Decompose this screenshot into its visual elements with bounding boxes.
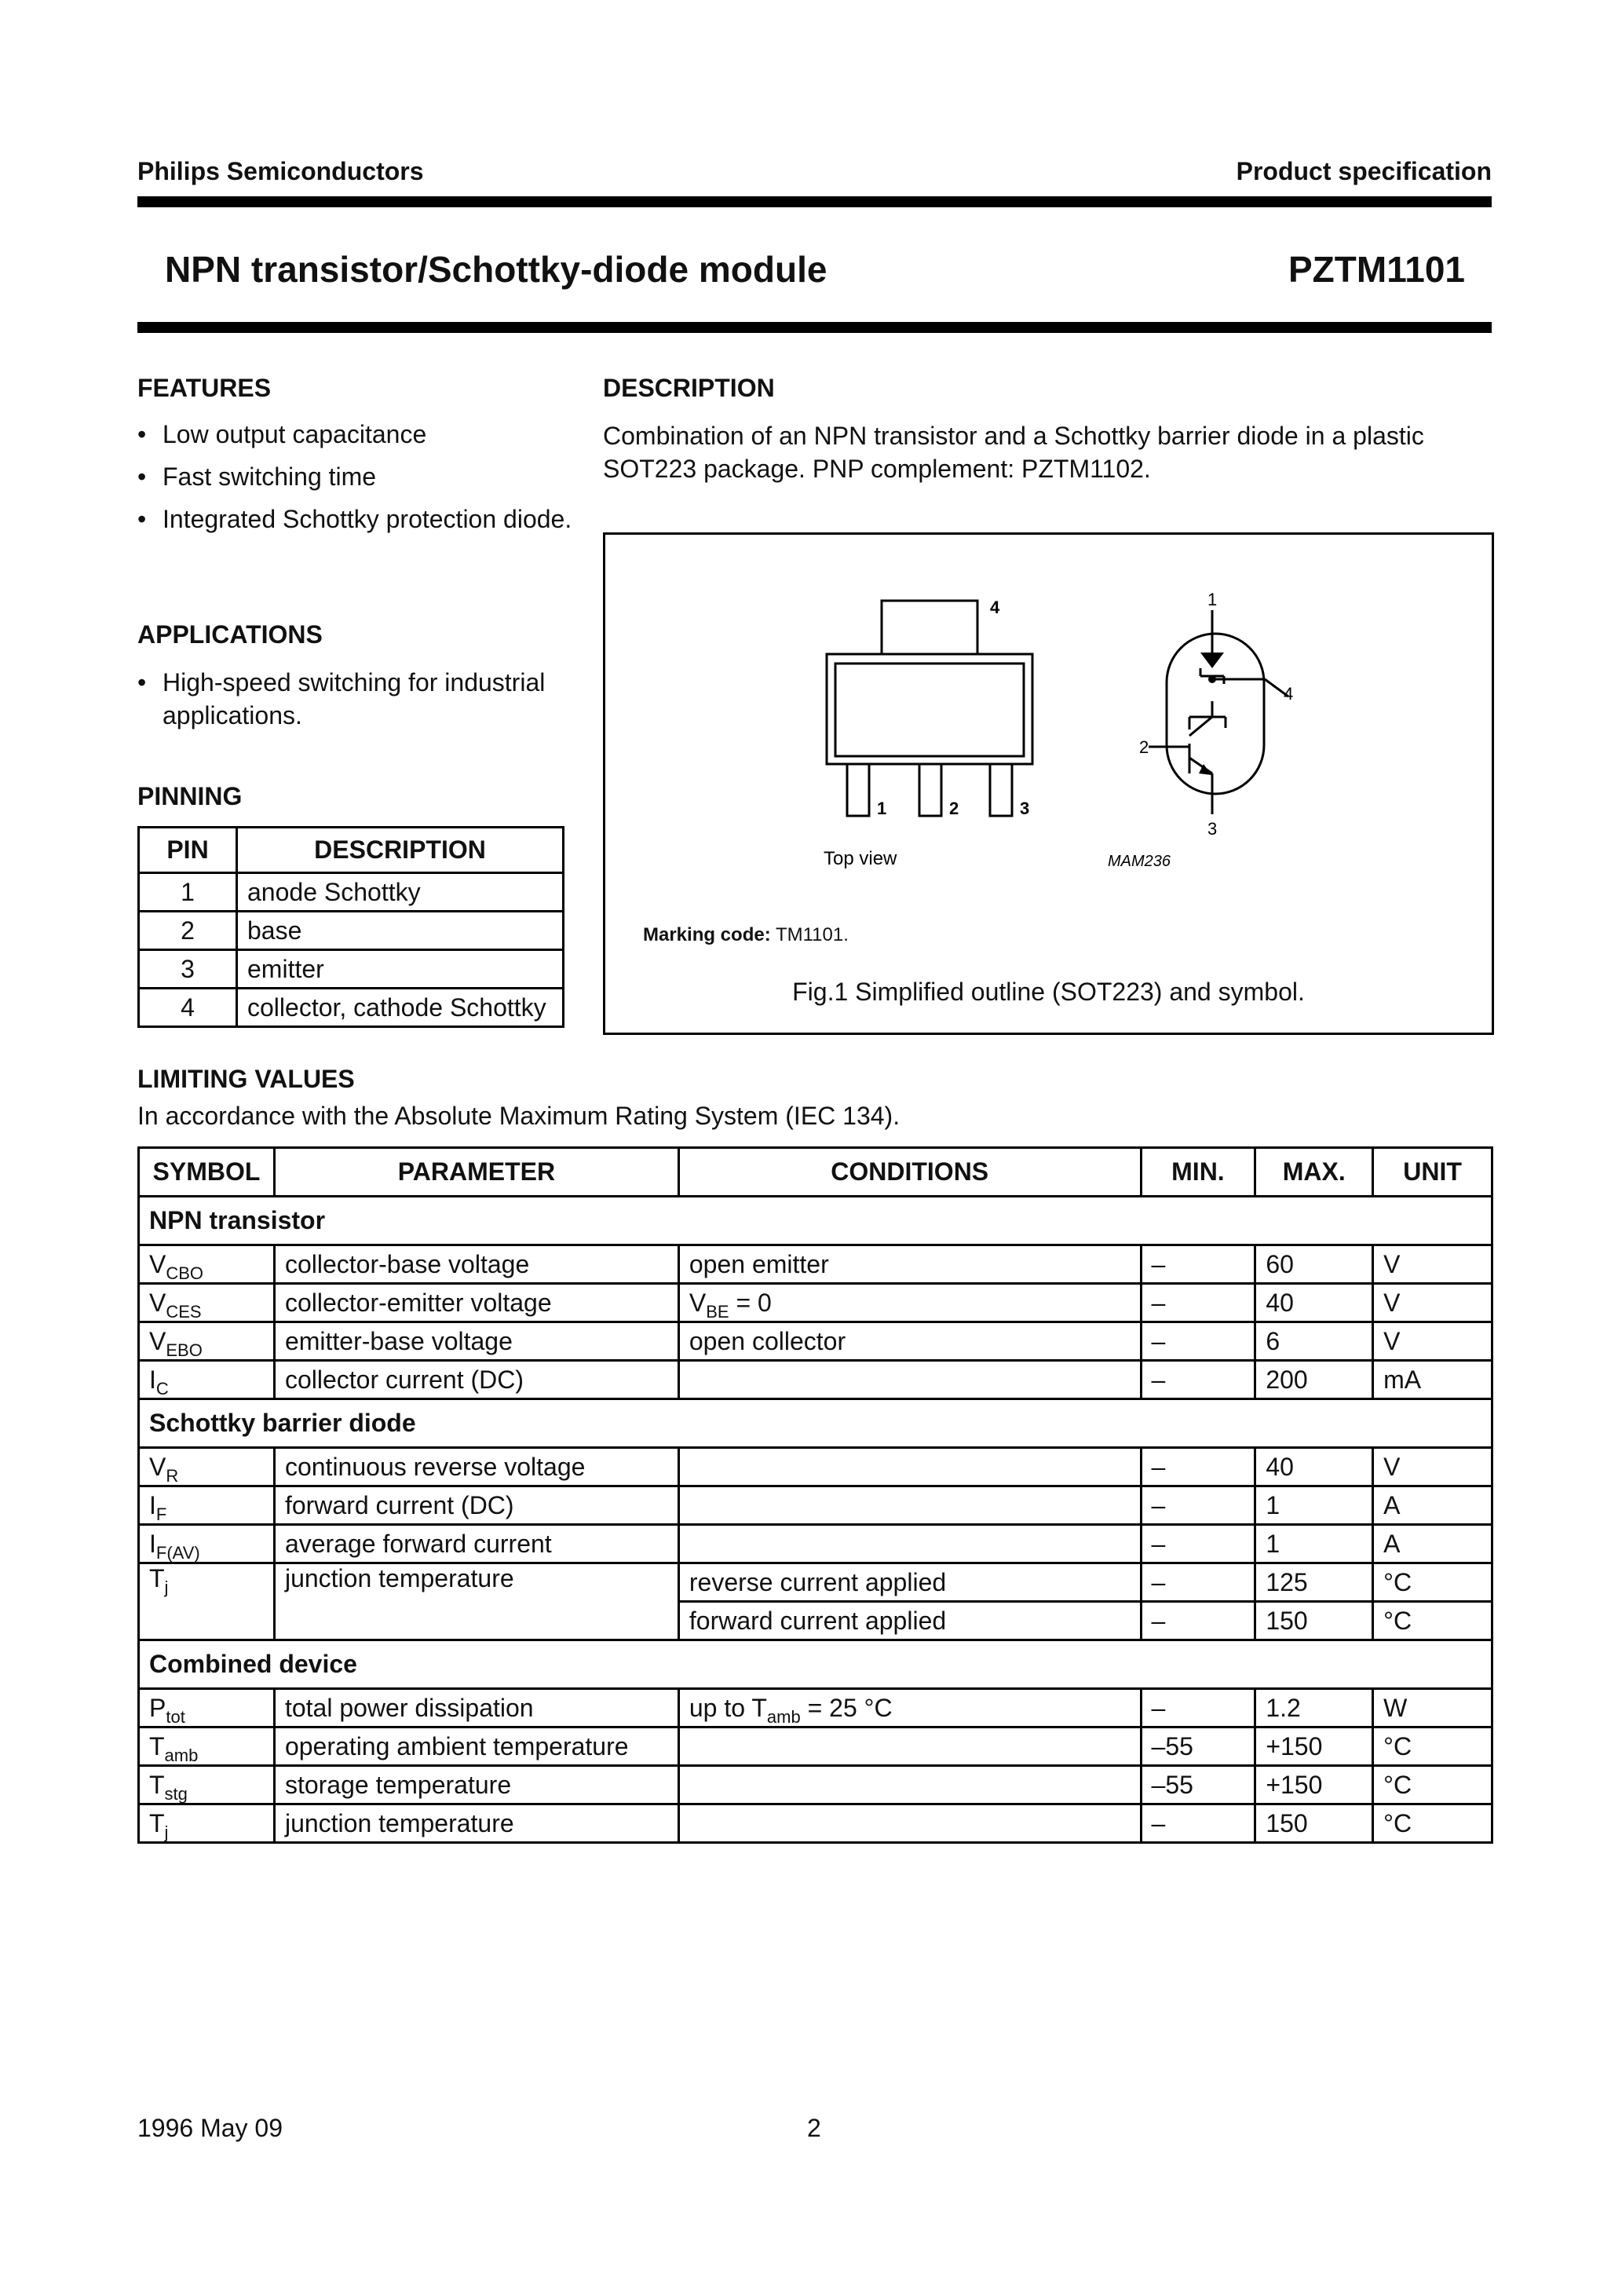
condition-text: open collector	[689, 1326, 846, 1355]
unit-cell: V	[1373, 1448, 1492, 1486]
conditions-cell	[678, 1525, 1141, 1563]
symbol-subscript: j	[164, 1822, 169, 1842]
applications-heading: APPLICATIONS	[137, 620, 323, 649]
footer-date: 1996 May 09	[137, 2114, 283, 2142]
condition-text: up to T	[689, 1693, 767, 1722]
condition-text: reverse current applied	[689, 1567, 947, 1596]
min-cell: –	[1141, 1486, 1255, 1525]
max-cell: 40	[1255, 1284, 1373, 1322]
parameter-cell: storage temperature	[274, 1766, 678, 1804]
table-row	[139, 1322, 1492, 1361]
junction-dot	[1208, 675, 1216, 683]
parameter-cell: continuous reverse voltage	[274, 1448, 678, 1486]
column-header: PARAMETER	[274, 1148, 678, 1197]
symbol-cell	[139, 1804, 275, 1843]
symbol-cell	[139, 1563, 275, 1640]
table-row	[139, 989, 564, 1027]
unit-cell: °C	[1373, 1563, 1492, 1602]
parameter-cell: junction temperature	[274, 1804, 678, 1843]
parameter-cell: emitter-base voltage	[274, 1322, 678, 1361]
condition-subscript: amb	[766, 1706, 801, 1727]
symbol-letter: T	[149, 1564, 165, 1592]
table-row	[139, 1245, 1492, 1284]
symbol-cell	[139, 1448, 275, 1486]
symbol-subscript: C	[155, 1378, 169, 1398]
table-row	[139, 1284, 1492, 1322]
table-row	[139, 1525, 1492, 1563]
parameter-cell: average forward current	[274, 1525, 678, 1563]
symbol-cell	[139, 1486, 275, 1525]
symbol-letter: V	[149, 1288, 166, 1317]
parameter-cell: collector current (DC)	[274, 1361, 678, 1399]
max-cell: 40	[1255, 1448, 1373, 1486]
list-item: • Low output capacitance	[137, 418, 577, 451]
table-row	[139, 1766, 1492, 1804]
group-row	[139, 1197, 1492, 1245]
unit-cell: mA	[1373, 1361, 1492, 1399]
description-cell: anode Schottky	[237, 873, 564, 912]
unit-cell: W	[1373, 1689, 1492, 1727]
min-cell: –	[1141, 1525, 1255, 1563]
table-row	[139, 950, 564, 989]
parameter-cell: junction temperature	[274, 1563, 678, 1640]
limiting-values-intro: In accordance with the Absolute Maximum Rating System (IEC 134).	[137, 1102, 901, 1130]
max-cell: 1.2	[1255, 1689, 1373, 1727]
max-cell: 150	[1255, 1602, 1373, 1640]
group-row	[139, 1399, 1492, 1448]
conditions-cell	[678, 1486, 1141, 1525]
symbol-cell	[139, 1361, 275, 1399]
applications-list	[137, 666, 577, 741]
symbol-letter: I	[149, 1490, 156, 1519]
symbol-letter: T	[149, 1731, 165, 1760]
min-cell: –	[1141, 1602, 1255, 1640]
condition-tail: = 25 °C	[800, 1693, 893, 1722]
table-row	[139, 1727, 1492, 1766]
symbol-cell	[139, 1245, 275, 1284]
condition-tail: = 0	[729, 1288, 772, 1317]
pin-label: 3	[1207, 819, 1218, 839]
package-and-symbol-drawing	[605, 535, 1492, 1033]
group-row	[139, 1640, 1492, 1689]
min-cell: –	[1141, 1322, 1255, 1361]
drawing-code: MAM236	[1108, 853, 1171, 870]
conditions-cell	[678, 1245, 1141, 1284]
condition-text: open emitter	[689, 1249, 829, 1278]
unit-cell: °C	[1373, 1602, 1492, 1640]
symbol-letter: P	[149, 1693, 166, 1722]
marking-code-value: TM1101.	[775, 924, 849, 945]
features-list	[137, 418, 577, 545]
page-title: NPN transistor/Schottky-diode module	[165, 249, 827, 290]
table-row	[139, 1448, 1492, 1486]
max-cell: 6	[1255, 1322, 1373, 1361]
unit-cell: °C	[1373, 1766, 1492, 1804]
unit-cell: V	[1373, 1245, 1492, 1284]
max-cell: +150	[1255, 1766, 1373, 1804]
conditions-cell	[678, 1448, 1141, 1486]
symbol-subscript: EBO	[166, 1340, 203, 1360]
symbol-subscript: tot	[166, 1706, 185, 1727]
conditions-cell	[678, 1689, 1141, 1727]
symbol-letter: V	[149, 1452, 166, 1481]
list-item: • Fast switching time	[137, 460, 577, 493]
conditions-cell	[678, 1563, 1141, 1602]
table-row	[139, 1804, 1492, 1843]
symbol-letter: I	[149, 1529, 156, 1558]
page-number: 2	[807, 2114, 821, 2142]
min-cell: –	[1141, 1245, 1255, 1284]
symbol-letter: T	[149, 1770, 165, 1799]
pin-label: 1	[1207, 590, 1218, 609]
description-cell: collector, cathode Schottky	[237, 989, 564, 1027]
conditions-cell	[678, 1727, 1141, 1766]
column-header: MIN.	[1141, 1148, 1255, 1197]
symbol-letter: V	[149, 1326, 166, 1355]
parameter-cell: total power dissipation	[274, 1689, 678, 1727]
pinning-table	[137, 826, 564, 1028]
unit-cell: A	[1373, 1525, 1492, 1563]
max-cell: 1	[1255, 1486, 1373, 1525]
column-header: MAX.	[1255, 1148, 1373, 1197]
figure-box	[603, 532, 1494, 1035]
conditions-cell: forward current applied	[678, 1602, 1141, 1640]
pin-cell: 3	[139, 950, 237, 989]
column-header: SYMBOL	[139, 1148, 275, 1197]
table-row	[139, 1563, 1492, 1602]
description-cell: base	[237, 912, 564, 950]
column-header: CONDITIONS	[678, 1148, 1141, 1197]
conditions-cell	[678, 1766, 1141, 1804]
unit-cell: V	[1373, 1284, 1492, 1322]
table-row	[139, 1361, 1492, 1399]
description-heading: DESCRIPTION	[603, 374, 775, 402]
pin-cell: 4	[139, 989, 237, 1027]
min-cell: –	[1141, 1448, 1255, 1486]
figure-caption: Fig.1 Simplified outline (SOT223) and symbol.	[792, 978, 1305, 1006]
conditions-cell	[678, 1322, 1141, 1361]
pin-cell: 1	[139, 873, 237, 912]
table-header-row	[139, 828, 564, 873]
column-header: PIN	[139, 828, 237, 873]
pinning-heading: PINNING	[137, 782, 243, 810]
column-header: UNIT	[1373, 1148, 1492, 1197]
min-cell: –	[1141, 1689, 1255, 1727]
list-item: • Integrated Schottky protection diode.	[137, 503, 577, 536]
parameter-cell: operating ambient temperature	[274, 1727, 678, 1766]
header-rule	[137, 196, 1492, 207]
list-item: • High-speed switching for industrial applications.	[137, 666, 577, 732]
table-header-row	[139, 1148, 1492, 1197]
max-cell: 1	[1255, 1525, 1373, 1563]
pin-cell: 2	[139, 912, 237, 950]
limiting-values-table	[137, 1146, 1493, 1844]
condition-text: V	[689, 1288, 707, 1317]
symbol-subscript: F	[155, 1504, 167, 1524]
description-cell: emitter	[237, 950, 564, 989]
symbol-subscript: F(AV)	[155, 1542, 200, 1563]
min-cell: –55	[1141, 1727, 1255, 1766]
limiting-values-heading: LIMITING VALUES	[137, 1065, 355, 1093]
min-cell: –	[1141, 1284, 1255, 1322]
group-name: NPN transistor	[139, 1197, 1492, 1245]
min-cell: –	[1141, 1804, 1255, 1843]
table-row	[139, 1486, 1492, 1525]
symbol-cell	[139, 1284, 275, 1322]
pin-label: 3	[1020, 799, 1030, 818]
pin-label: 2	[1139, 737, 1149, 757]
symbol-cell	[139, 1525, 275, 1563]
symbol-cell	[139, 1766, 275, 1804]
symbol-subscript: CES	[166, 1301, 202, 1322]
symbol-letter: V	[149, 1249, 166, 1278]
conditions-cell	[678, 1284, 1141, 1322]
description-text: Combination of an NPN transistor and a Schottky barrier diode in a plastic SOT223 package. PNP complement: PZTM1102.	[603, 422, 1424, 483]
symbol-cell	[139, 1322, 275, 1361]
min-cell: –55	[1141, 1766, 1255, 1804]
min-cell: –	[1141, 1563, 1255, 1602]
max-cell: 125	[1255, 1563, 1373, 1602]
conditions-cell	[678, 1804, 1141, 1843]
unit-cell: A	[1373, 1486, 1492, 1525]
symbol-letter: T	[149, 1808, 165, 1837]
max-cell: 60	[1255, 1245, 1373, 1284]
title-rule	[137, 322, 1492, 333]
pin-label: 4	[1284, 684, 1294, 704]
circuit-symbol	[1149, 610, 1288, 814]
column-header: DESCRIPTION	[237, 828, 564, 873]
symbol-cell	[139, 1689, 275, 1727]
min-cell: –	[1141, 1361, 1255, 1399]
parameter-cell: collector-base voltage	[274, 1245, 678, 1284]
company-name: Philips Semiconductors	[137, 157, 424, 185]
symbol-subscript: amb	[164, 1745, 199, 1765]
table-row	[139, 1689, 1492, 1727]
table-row	[139, 912, 564, 950]
package-outline	[827, 601, 1032, 816]
pin-label: 4	[990, 598, 1000, 617]
marking-code	[643, 924, 849, 946]
max-cell: 150	[1255, 1804, 1373, 1843]
symbol-cell	[139, 1727, 275, 1766]
parameter-cell: collector-emitter voltage	[274, 1284, 678, 1322]
unit-cell: V	[1373, 1322, 1492, 1361]
unit-cell: °C	[1373, 1727, 1492, 1766]
pin-label: 1	[877, 799, 887, 818]
group-name: Schottky barrier diode	[139, 1399, 1492, 1448]
table-row	[139, 873, 564, 912]
document-type: Product specification	[1236, 157, 1492, 185]
condition-subscript: BE	[706, 1301, 729, 1322]
symbol-subscript: stg	[164, 1783, 188, 1804]
conditions-cell	[678, 1361, 1141, 1399]
symbol-subscript: j	[164, 1578, 169, 1597]
parameter-cell: forward current (DC)	[274, 1486, 678, 1525]
pin-label: 2	[949, 799, 959, 818]
max-cell: 200	[1255, 1361, 1373, 1399]
group-name: Combined device	[139, 1640, 1492, 1689]
unit-cell: °C	[1373, 1804, 1492, 1843]
symbol-subscript: R	[166, 1465, 179, 1486]
part-number: PZTM1101	[1288, 249, 1465, 290]
max-cell: +150	[1255, 1727, 1373, 1766]
top-view-label: Top view	[824, 848, 897, 869]
symbol-subscript: CBO	[166, 1263, 204, 1283]
marking-code-label: Marking code:	[643, 924, 771, 945]
symbol-letter: I	[149, 1365, 156, 1394]
features-heading: FEATURES	[137, 374, 272, 402]
diode-arrow	[1200, 653, 1224, 668]
